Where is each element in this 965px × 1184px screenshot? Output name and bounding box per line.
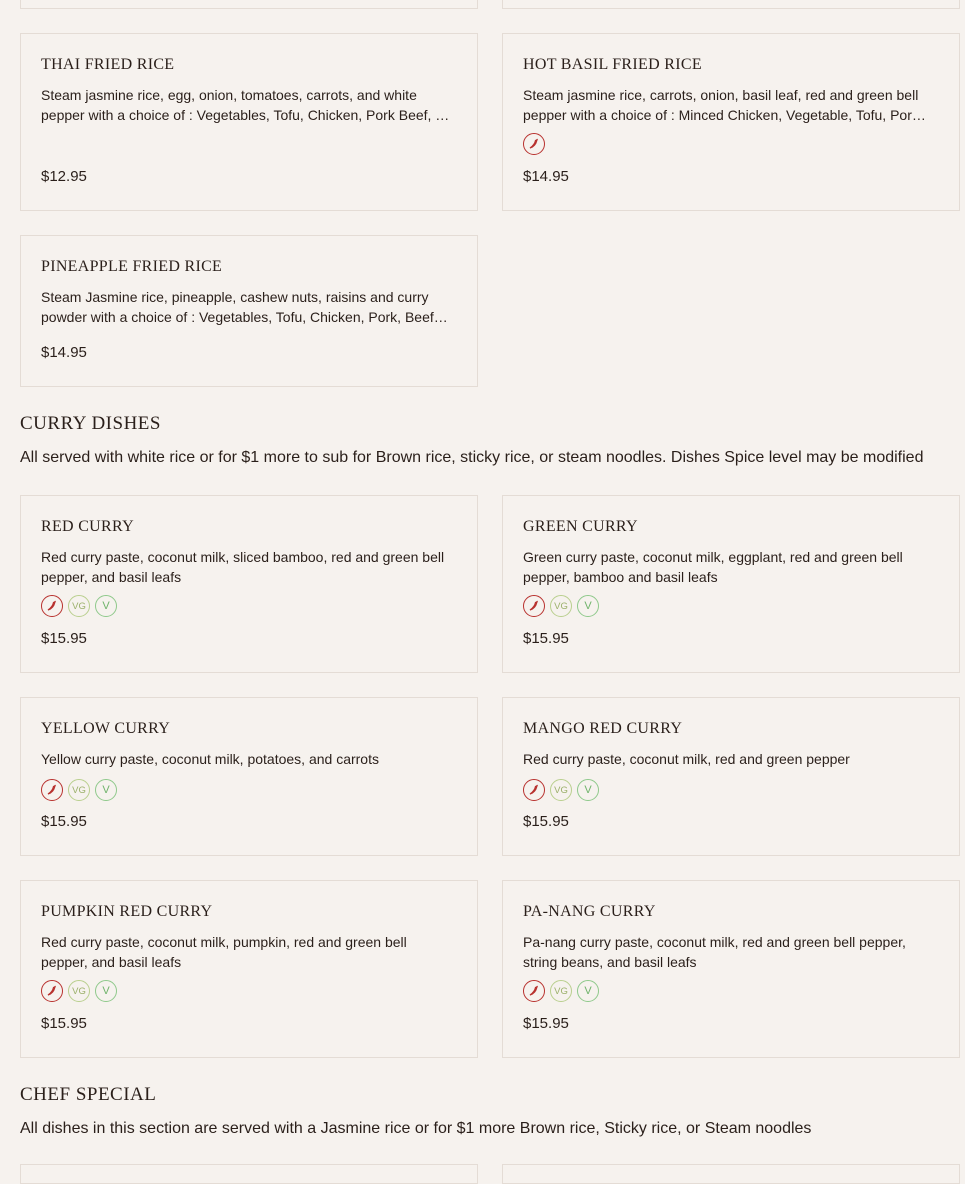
menu-card-red-curry[interactable]	[20, 495, 478, 673]
vegan-icon: VG	[68, 595, 90, 617]
diet-icons	[523, 980, 599, 1002]
vegetarian-icon: V	[95, 779, 117, 801]
diet-icons	[523, 595, 599, 617]
menu-card-partial[interactable]	[502, 1164, 960, 1184]
item-description: Red curry paste, coconut milk, sliced bamboo, red and green bell pepper, and basil leafs	[41, 549, 445, 585]
vegan-icon: VG	[550, 595, 572, 617]
item-title: PA-NANG CURRY	[523, 903, 656, 920]
diet-icons	[523, 779, 599, 801]
item-title: GREEN CURRY	[523, 518, 638, 535]
menu-card-partial[interactable]	[502, 0, 960, 9]
menu-card-partial[interactable]	[20, 1164, 478, 1184]
item-title: HOT BASIL FRIED RICE	[523, 56, 702, 73]
vegan-icon: VG	[550, 980, 572, 1002]
menu-card-mango-red-curry[interactable]	[502, 697, 960, 856]
item-description: Green curry paste, coconut milk, eggplant, red and green bell pepper, bamboo and basil leafs	[523, 549, 903, 585]
diet-icons	[41, 980, 117, 1002]
section-title-chef-special: CHEF SPECIAL	[20, 1084, 157, 1105]
vegetarian-icon: V	[577, 980, 599, 1002]
item-title: MANGO RED CURRY	[523, 720, 683, 737]
vegan-icon: VG	[550, 779, 572, 801]
vegan-icon: VG	[68, 980, 90, 1002]
item-price: $15.95	[523, 1015, 569, 1032]
vegetarian-icon: V	[577, 779, 599, 801]
spicy-icon	[523, 133, 545, 155]
spicy-icon	[523, 779, 545, 801]
menu-card-partial[interactable]	[20, 0, 478, 9]
item-price: $14.95	[523, 168, 569, 185]
item-description: Steam jasmine rice, egg, onion, tomatoes, carrots, and white pepper with a choice of : Vegetables, Tofu, Chicken, Pork Beef, …	[41, 87, 450, 123]
spicy-icon	[41, 595, 63, 617]
spicy-icon	[523, 595, 545, 617]
section-title-curry: CURRY DISHES	[20, 413, 161, 434]
diet-icons	[41, 779, 117, 801]
item-price: $15.95	[41, 630, 87, 647]
menu-card-yellow-curry[interactable]	[20, 697, 478, 856]
item-description: Red curry paste, coconut milk, pumpkin, red and green bell pepper, and basil leafs	[41, 934, 407, 970]
item-title: YELLOW CURRY	[41, 720, 171, 737]
item-title: RED CURRY	[41, 518, 134, 535]
vegetarian-icon: V	[577, 595, 599, 617]
item-description: Steam jasmine rice, carrots, onion, basil leaf, red and green bell pepper with a choice of : Minced Chicken, Vegetable, Tofu, Por…	[523, 87, 926, 123]
item-description: Yellow curry paste, coconut milk, potatoes, and carrots	[41, 751, 379, 767]
item-price: $15.95	[41, 1015, 87, 1032]
item-title: PINEAPPLE FRIED RICE	[41, 258, 223, 275]
vegetarian-icon: V	[95, 595, 117, 617]
spicy-icon	[41, 779, 63, 801]
menu-card-thai-fried-rice[interactable]	[20, 33, 478, 211]
item-price: $14.95	[41, 344, 87, 361]
item-title: PUMPKIN RED CURRY	[41, 903, 213, 920]
item-price: $15.95	[523, 813, 569, 830]
item-price: $15.95	[523, 630, 569, 647]
diet-icons	[41, 595, 117, 617]
menu-card-pa-nang-curry[interactable]	[502, 880, 960, 1058]
vegan-icon: VG	[68, 779, 90, 801]
item-title: THAI FRIED RICE	[41, 56, 175, 73]
item-price: $12.95	[41, 168, 87, 185]
item-description: Red curry paste, coconut milk, red and green pepper	[523, 751, 850, 767]
item-price: $15.95	[41, 813, 87, 830]
menu-card-green-curry[interactable]	[502, 495, 960, 673]
vegetarian-icon: V	[95, 980, 117, 1002]
section-subtitle-curry: All served with white rice or for $1 more to sub for Brown rice, sticky rice, or steam noodles. Dishes Spice level may be modified	[20, 449, 924, 466]
menu-card-pumpkin-red-curry[interactable]	[20, 880, 478, 1058]
section-subtitle-chef-special: All dishes in this section are served with a Jasmine rice or for $1 more Brown rice, Sticky rice, or Steam noodles	[20, 1120, 812, 1137]
menu-card-hot-basil-fried-rice[interactable]	[502, 33, 960, 211]
menu-card-pineapple-fried-rice[interactable]	[20, 235, 478, 387]
spicy-icon	[41, 980, 63, 1002]
spicy-icon	[523, 980, 545, 1002]
item-description: Steam Jasmine rice, pineapple, cashew nuts, raisins and curry powder with a choice of : Vegetables, Tofu, Chicken, Pork, Beef…	[41, 289, 448, 325]
item-description: Pa-nang curry paste, coconut milk, red and green bell pepper, string beans, and basil leafs	[523, 934, 906, 970]
diet-icons	[523, 133, 545, 155]
